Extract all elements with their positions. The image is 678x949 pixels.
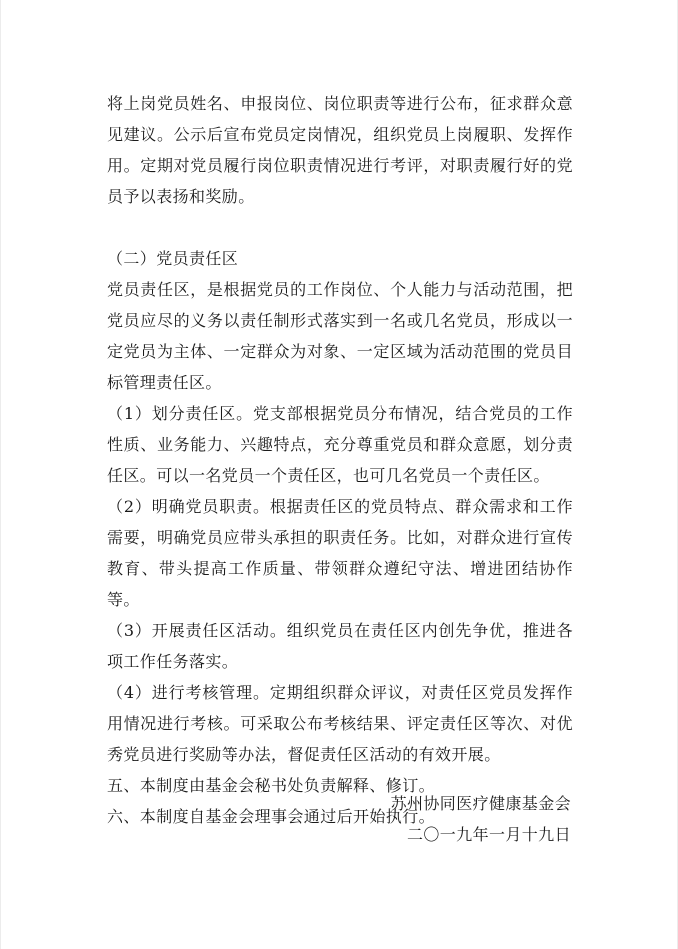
paragraph-article-5: 五、本制度由基金会秘书处负责解释、修订。 bbox=[107, 776, 436, 795]
paragraph-item-1: （1）划分责任区。党支部根据党员分布情况，结合党员的工作性质、业务能力、兴趣特点，充分尊重党员和群众意愿，划分责任区。可以一名党员一个责任区，也可几名党员一个责任区。 bbox=[107, 404, 573, 485]
section-heading: （二）党员责任区 bbox=[107, 249, 239, 268]
document-body bbox=[107, 88, 573, 832]
paragraph-article-6: 六、本制度自基金会理事会通过后开始执行。 bbox=[107, 807, 436, 826]
signature-date: 二〇一九年一月十九日 bbox=[406, 825, 571, 844]
signature-organization: 苏州协同医疗健康基金会 bbox=[390, 794, 571, 813]
paragraph-intro: 将上岗党员姓名、申报岗位、岗位职责等进行公布，征求群众意见建议。公示后宣布党员定岗情况，组织党员上岗履职、发挥作用。定期对党员履行岗位职责情况进行考评，对职责履行好的党员予以表扬和奖励。 bbox=[107, 94, 573, 206]
paragraph-spacer bbox=[107, 212, 573, 243]
paragraph-definition: 党员责任区，是根据党员的工作岗位、个人能力与活动范围，把党员应尽的义务以责任制形式落实到一名或几名党员，形成以一定党员为主体、一定群众为对象、一定区域为活动范围的党员目标管理责任区。 bbox=[107, 280, 573, 392]
paragraph-item-3: （3）开展责任区活动。组织党员在责任区内创先争优，推进各项工作任务落实。 bbox=[107, 621, 573, 671]
paragraph-item-4: （4）进行考核管理。定期组织群众评议，对责任区党员发挥作用情况进行考核。可采取公布考核结果、评定责任区等次、对优秀党员进行奖励等办法，督促责任区活动的有效开展。 bbox=[107, 683, 573, 764]
paragraph-item-2: （2）明确党员职责。根据责任区的党员特点、群众需求和工作需要，明确党员应带头承担的职责任务。比如，对群众进行宣传教育、带头提高工作质量、带领群众遵纪守法、增进团结协作等。 bbox=[107, 497, 573, 609]
